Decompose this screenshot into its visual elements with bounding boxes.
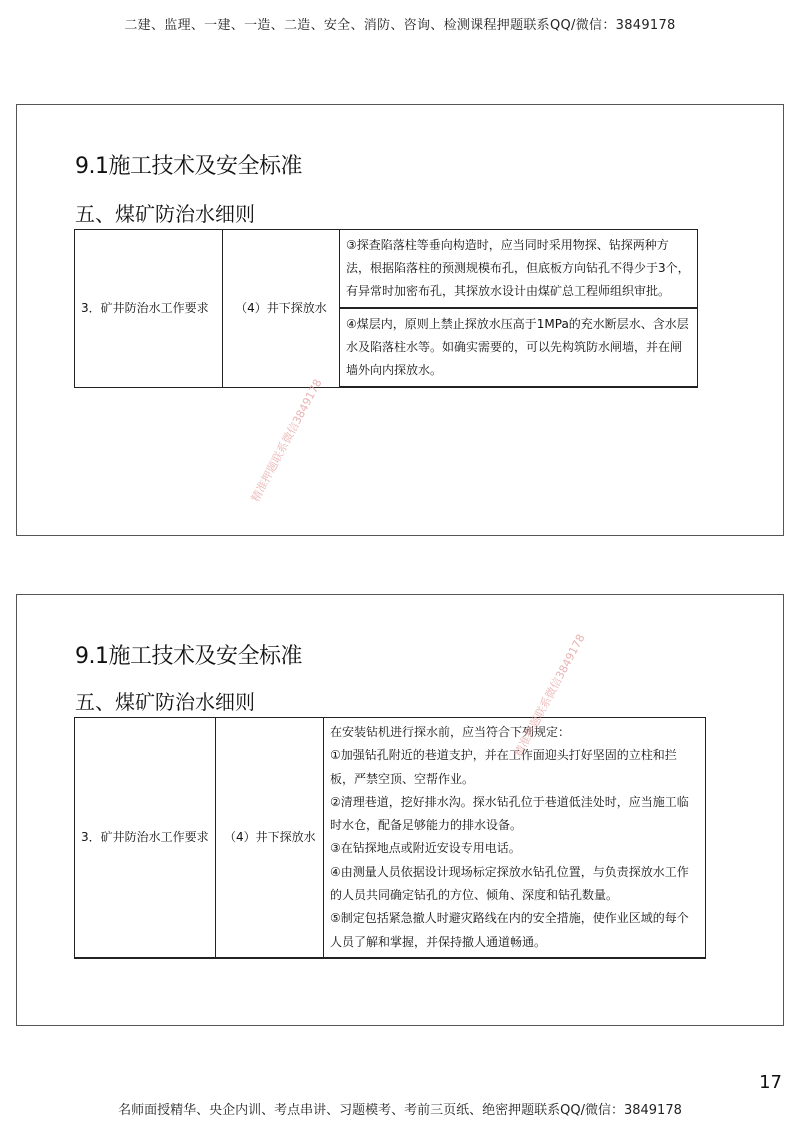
list-item: ②清理巷道，挖好排水沟。探水钻孔位于巷道低洼处时，应当施工临时水仓，配备足够能力的排水设备。 — [330, 794, 689, 833]
watermark: 精准押题联系微信3849178 — [248, 376, 325, 505]
slide-1 — [16, 104, 784, 536]
list-intro: 在安装钻机进行探水前，应当符合下列规定： — [330, 725, 571, 739]
regulation-table — [74, 229, 698, 388]
slide-subtitle: 五、煤矿防治水细则 — [75, 202, 255, 226]
subcategory-cell: （4）井下探放水 — [223, 230, 340, 388]
subcategory-cell: （4）井下探放水 — [216, 718, 324, 958]
slide-title: 9.1施工技术及安全标准 — [75, 154, 302, 179]
content-cell: ③探查陷落柱等垂向构造时，应当同时采用物探、钻探两种方法，根据陷落柱的预测规模布孔，但底板方向钻孔不得少于3个，有异常时加密布孔，其探放水设计由煤矿总工程师组织审批。 — [340, 230, 698, 309]
watermark: 精准押题联系微信3849178 — [511, 631, 588, 760]
list-item: ④由测量人员依据设计现场标定探放水钻孔位置，与负责探放水工作的人员共同确定钻孔的方位、倾角、深度和钻孔数量。 — [330, 864, 689, 903]
category-cell: 3．矿井防治水工作要求 — [75, 718, 216, 958]
slide-title: 9.1施工技术及安全标准 — [75, 644, 302, 669]
page-footer: 名师面授精华、央企内训、考点串讲、习题模考、考前三页纸、绝密押题联系QQ/微信：3849178 — [118, 1103, 682, 1118]
page-number: 17 — [759, 1072, 782, 1093]
content-cell: ④煤层内，原则上禁止探放水压高于1MPa的充水断层水、含水层水及陷落柱水等。如确实需要的，可以先构筑防水闸墙，并在闸墙外向内探放水。 — [340, 308, 698, 387]
category-cell: 3．矿井防治水工作要求 — [75, 230, 223, 388]
table-row — [75, 230, 698, 309]
list-item: ⑤制定包括紧急撤人时避灾路线在内的安全措施，使作业区域的每个人员了解和掌握，并保持撤人通道畅通。 — [330, 911, 689, 949]
slide-2 — [16, 594, 784, 1026]
slide-subtitle: 五、煤矿防治水细则 — [75, 690, 255, 714]
list-item: ③在钻探地点或附近安设专用电话。 — [330, 841, 521, 856]
list-item: ①加强钻孔附近的巷道支护，并在工作面迎头打好坚固的立柱和拦板，严禁空顶、空帮作业。 — [330, 748, 677, 786]
regulation-table — [74, 717, 706, 959]
page-header: 二建、监理、一建、一造、二造、安全、消防、咨询、检测课程押题联系QQ/微信：3849178 — [124, 18, 676, 33]
table-row — [75, 718, 706, 958]
